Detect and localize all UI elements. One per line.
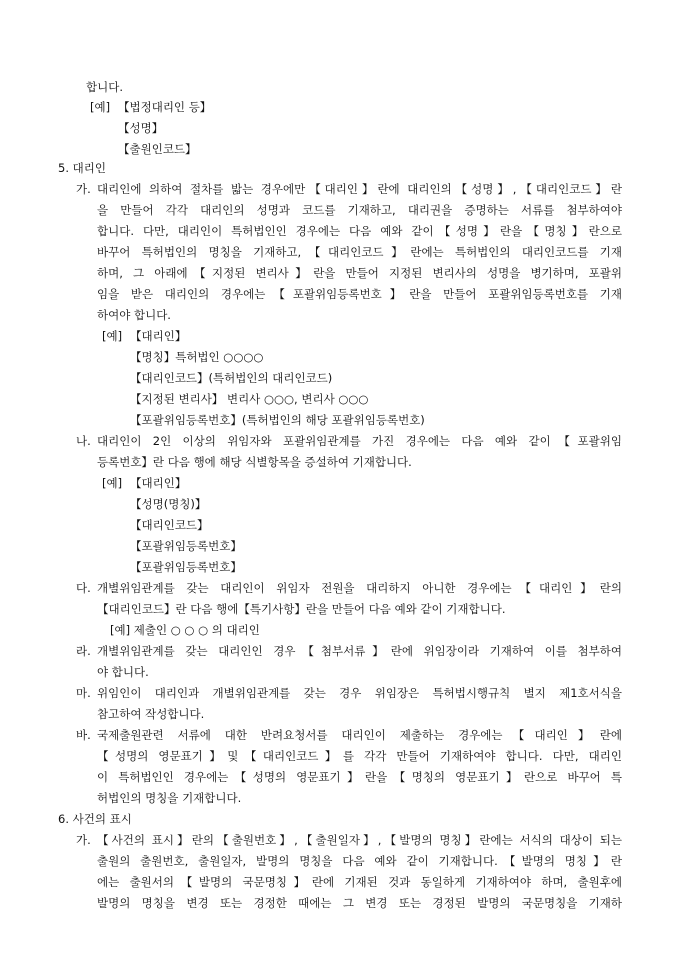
paragraph-line: 대리인이 2인 이상의 위임자와 포괄위임관계를 가진 경우에는 다음 예와 같이【포괄위임 xyxy=(97,434,622,448)
paragraph-line: 참고하여 작성합니다. xyxy=(97,707,205,721)
item-marker: 라. xyxy=(76,644,91,658)
paragraph-line: 【대리인코드】란 다음 행에【특기사항】란을 만들어 다음 예와 같이 기재합니다. xyxy=(97,602,506,616)
continuation-text: 합니다. xyxy=(86,80,123,94)
example-item: 【대리인】 xyxy=(130,329,187,343)
section-heading: 6. 사건의 표시 xyxy=(58,812,132,826)
example-line: [예] 제출인 ○ ○ ○ 의 대리인 xyxy=(110,623,260,637)
example-item: 【포괄위임등록번호】 xyxy=(130,539,242,553)
paragraph-line: 야 합니다. xyxy=(97,665,149,679)
paragraph-line: 바꾸어 특허법인의 명칭을 기재하고,【대리인코드】란에는 특허법인의 대리인코드를 기재 xyxy=(97,245,622,259)
paragraph-line: 국제출원관련 서류에 대한 반려요청서를 대리인이 제출하는 경우에는【대리인】란에 xyxy=(97,728,622,742)
paragraph-line: 발명의 명칭을 변경 또는 경정한 때에는 그 변경 또는 경정된 발명의 국문명칭을 기재하 xyxy=(97,896,622,910)
example-label: [예] xyxy=(102,476,123,490)
paragraph-line: 을 만들어 각각 대리인의 성명과 코드를 기재하고, 대리권을 증명하는 서류를 첨부하여야 xyxy=(97,203,622,217)
item-marker: 가. xyxy=(76,182,91,196)
example-item: 【법정대리인 등】 xyxy=(118,100,212,114)
paragraph-line: 하며, 그 아래에【지정된 변리사】란을 만들어 지정된 변리사의 성명을 병기하며, 포괄위 xyxy=(97,266,622,280)
example-label: [예] xyxy=(102,329,123,343)
example-item: 【성명】 xyxy=(118,121,164,135)
example-item: 【포괄위임등록번호】 xyxy=(130,560,242,574)
example-item: 【대리인코드】(특허법인의 대리인코드) xyxy=(130,371,333,385)
paragraph-line: 임을 받은 대리인의 경우에는【포괄위임등록번호】란을 만들어 포괄위임등록번호를 기재 xyxy=(97,287,622,301)
paragraph-line: 하여야 합니다. xyxy=(97,308,171,322)
paragraph-line: 허법인의 명칭을 기재합니다. xyxy=(97,791,242,805)
example-item: 【명칭】특허법인 ○○○○ xyxy=(130,350,264,364)
item-marker: 바. xyxy=(76,728,91,742)
item-marker: 나. xyxy=(76,434,91,448)
example-label: [예] xyxy=(90,100,111,114)
section-heading: 5. 대리인 xyxy=(58,161,106,175)
paragraph-line: 【성명의 영문표기】및【대리인코드】를 각각 만들어 기재하여야 합니다. 다만, 대리인 xyxy=(97,749,622,763)
example-item: 【성명(명칭)】 xyxy=(130,497,207,511)
paragraph-line: 위임인이 대리인과 개별위임관계를 갖는 경우 위임장은 특허법시행규칙 별지 제1호서식을 xyxy=(97,686,622,700)
paragraph-line: 출원의 출원번호, 출원일자, 발명의 명칭을 다음 예와 같이 기재합니다.【발명의 명칭】란 xyxy=(97,854,622,868)
paragraph-line: 【사건의 표시】란의【출원번호】,【출원일자】,【발명의 명칭】란에는 서식의 대상이 되는 xyxy=(97,833,622,847)
paragraph-line: 등록번호】란 다음 행에 해당 식별항목을 증설하여 기재합니다. xyxy=(97,455,412,469)
paragraph-line: 개별위임관계를 갖는 대리인인 경우【첨부서류】란에 위임장이라 기재하여 이를 첨부하여 xyxy=(97,644,622,658)
item-marker: 가. xyxy=(76,833,91,847)
paragraph-line: 개별위임관계를 갖는 대리인이 위임자 전원을 대리하지 아니한 경우에는【대리인】란의 xyxy=(97,581,622,595)
item-marker: 다. xyxy=(76,581,91,595)
example-item: 【포괄위임등록번호】(특허법인의 해당 포괄위임등록번호) xyxy=(130,413,425,427)
paragraph-line: 에는 출원서의【발명의 국문명칭】란에 기재된 것과 동일하게 기재하여야 하며, 출원후에 xyxy=(97,875,622,889)
example-item: 【출원인코드】 xyxy=(118,142,197,156)
paragraph-line: 합니다. 다만, 대리인이 특허법인인 경우에는 다음 예와 같이【성명】란을【명칭】란으로 xyxy=(97,224,622,238)
item-marker: 마. xyxy=(76,686,91,700)
example-item: 【대리인】 xyxy=(130,476,187,490)
paragraph-line: 대리인에 의하여 절차를 밟는 경우에만【대리인】란에 대리인의【성명】,【대리인코드】란 xyxy=(97,182,622,196)
example-item: 【지정된 변리사】 변리사 ○○○, 변리사 ○○○ xyxy=(130,392,369,406)
example-item: 【대리인코드】 xyxy=(130,518,209,532)
paragraph-line: 이 특허법인인 경우에는【성명의 영문표기】란을【명칭의 영문표기】란으로 바꾸어 특 xyxy=(97,770,622,784)
